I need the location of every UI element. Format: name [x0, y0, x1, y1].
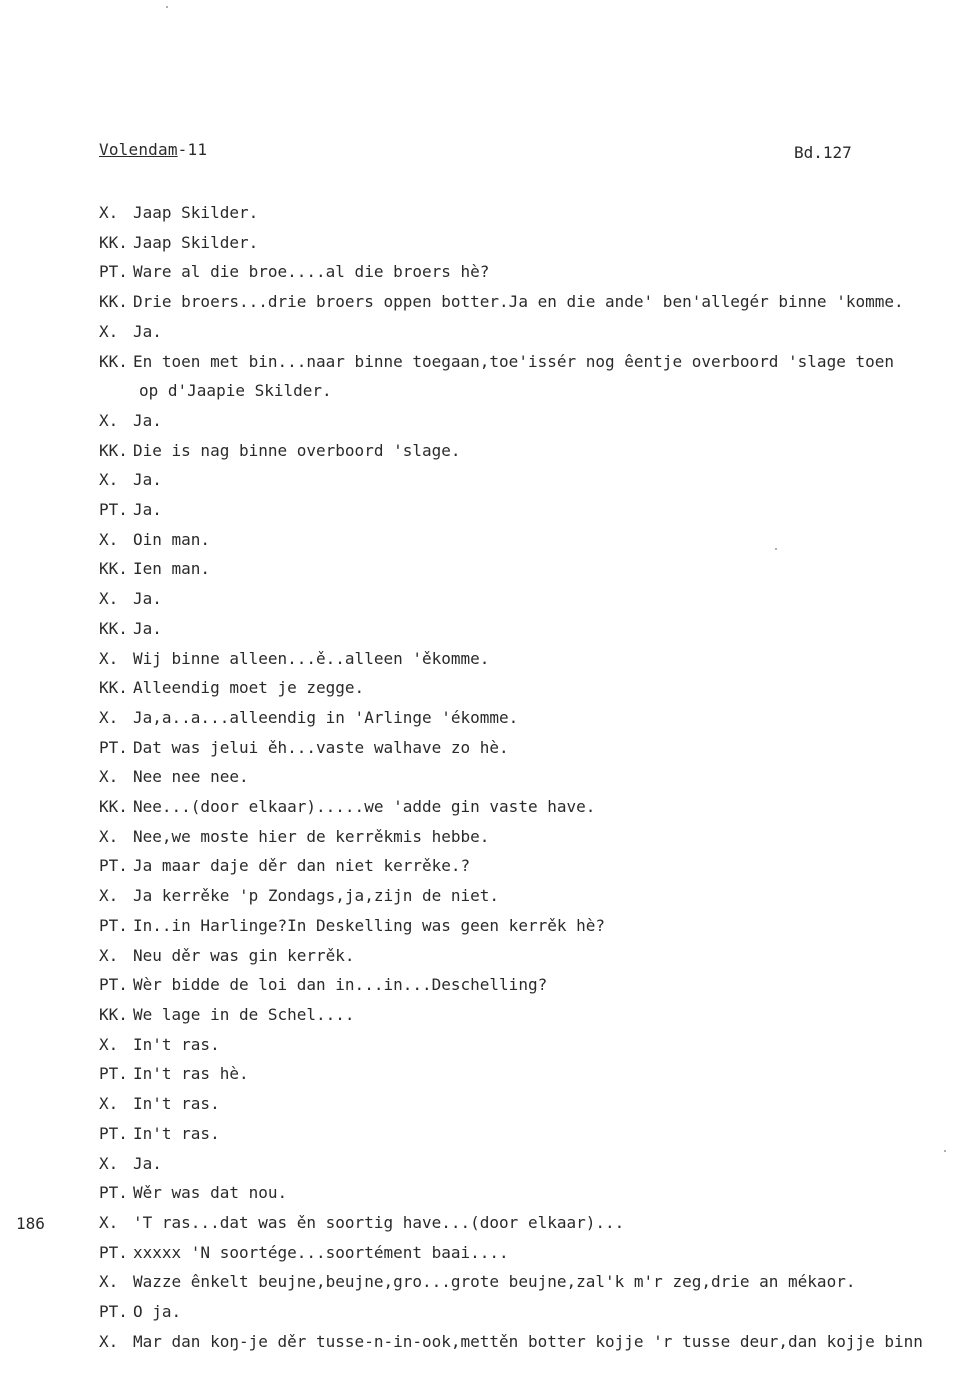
speaker-label: X. — [99, 1331, 119, 1351]
speaker-label: KK. — [99, 351, 128, 371]
transcript-line — [99, 287, 949, 317]
transcript-line — [99, 1119, 949, 1149]
utterance-text: Oin man. — [133, 529, 211, 549]
speaker-label: X. — [99, 648, 119, 668]
transcript-line — [99, 970, 949, 1000]
speaker-label: X. — [99, 1034, 119, 1054]
speaker-label: X. — [99, 1272, 119, 1292]
utterance-text: Ja. — [133, 410, 162, 430]
transcript-line — [99, 317, 949, 347]
utterance-text: Wazze ênkelt beujne,beujne,gro...grote beujne,zal'k m'r zeg,drie an mékaor. — [133, 1272, 856, 1292]
speaker-label: X. — [99, 589, 119, 609]
transcript-line — [99, 495, 949, 525]
utterance-text: En toen met bin...naar binne toegaan,toe'issér nog êentje overboord 'slage toen — [133, 351, 894, 371]
transcript-line — [99, 1149, 949, 1179]
utterance-text: Wèr bidde de loi dan in...in...Deschelling? — [133, 975, 548, 995]
utterance-text: Ja. — [133, 618, 162, 638]
transcript-line — [99, 762, 949, 792]
utterance-text: Ja. — [133, 589, 162, 609]
utterance-text: Mar dan koŋ-je děr tusse-n-in-ook,mettěn botter kojje 'r tusse deur,dan kojje binn — [133, 1331, 923, 1351]
speck — [166, 6, 168, 8]
speaker-label: KK. — [99, 1004, 128, 1024]
transcript-line — [99, 703, 949, 733]
speaker-label: PT. — [99, 1123, 128, 1143]
utterance-text: 'T ras...dat was ěn soortig have...(door elkaar)... — [133, 1212, 625, 1232]
speaker-label: PT. — [99, 1183, 128, 1203]
utterance-text: Neu děr was gin kerrěk. — [133, 945, 355, 965]
title-suffix: -11 — [177, 140, 208, 159]
transcript-line — [99, 584, 949, 614]
speaker-label: X. — [99, 1212, 119, 1232]
transcript-line — [99, 822, 949, 852]
speaker-label: PT. — [99, 856, 128, 876]
transcript-line — [99, 1000, 949, 1030]
speaker-label: X. — [99, 1094, 119, 1114]
transcript-line — [99, 257, 949, 287]
transcript-line — [99, 614, 949, 644]
utterance-text: Ja. — [133, 470, 162, 490]
transcript-line — [99, 406, 949, 436]
transcript-line — [99, 673, 949, 703]
speaker-label: PT. — [99, 975, 128, 995]
utterance-text: Ja. — [133, 500, 162, 520]
transcript-line — [99, 198, 949, 228]
transcript-line — [99, 1327, 949, 1357]
speaker-label: X. — [99, 767, 119, 787]
utterance-text: Ien man. — [133, 559, 211, 579]
transcript-line — [99, 347, 949, 377]
speaker-label: PT. — [99, 737, 128, 757]
utterance-text: Ja maar daje děr dan niet kerrěke.? — [133, 856, 471, 876]
utterance-text: In't ras. — [133, 1034, 220, 1054]
transcript-line — [99, 1208, 949, 1238]
utterance-text: In't ras. — [133, 1094, 220, 1114]
speck — [944, 1150, 946, 1152]
utterance-text: In..in Harlinge?In Deskelling was geen kerrěk hè? — [133, 915, 606, 935]
utterance-text: We lage in de Schel.... — [133, 1004, 355, 1024]
margin-number: 186 — [16, 1214, 45, 1233]
utterance-text: op d'Jaapie Skilder. — [139, 381, 332, 401]
document-title — [99, 140, 207, 159]
utterance-text: Wij binne alleen...ě..alleen 'ěkomme. — [133, 648, 490, 668]
transcript-line — [99, 941, 949, 971]
transcript-line — [99, 792, 949, 822]
utterance-text: xxxxx 'N soortége...soortément baai.... — [133, 1242, 509, 1262]
transcript-line — [99, 228, 949, 258]
utterance-text: Jaap Skilder. — [133, 232, 259, 252]
page-reference: Bd.127 — [794, 143, 852, 162]
utterance-text: Ja kerrěke 'p Zondags,ja,zijn de niet. — [133, 886, 500, 906]
utterance-text: Ja. — [133, 1153, 162, 1173]
utterance-text: Jaap Skilder. — [133, 203, 259, 222]
utterance-text: Alleendig moet je zegge. — [133, 678, 365, 698]
speck — [775, 548, 777, 550]
speaker-label: KK. — [99, 232, 128, 252]
transcript-line — [99, 1059, 949, 1089]
speaker-label: X. — [99, 529, 119, 549]
transcript-continuation — [99, 376, 949, 406]
transcript-line — [99, 525, 949, 555]
speaker-label: KK. — [99, 797, 128, 817]
transcript-line — [99, 1178, 949, 1208]
speaker-label: KK. — [99, 559, 128, 579]
transcript-line — [99, 1267, 949, 1297]
speaker-label: X. — [99, 886, 119, 906]
transcript-line — [99, 1238, 949, 1268]
utterance-text: Nee...(door elkaar).....we 'adde gin vaste have. — [133, 797, 596, 817]
speaker-label: X. — [99, 945, 119, 965]
transcript-line — [99, 1297, 949, 1327]
transcript-line — [99, 644, 949, 674]
transcript-line — [99, 436, 949, 466]
utterance-text: Ware al die broe....al die broers hè? — [133, 262, 490, 282]
transcript — [99, 198, 949, 1356]
utterance-text: Nee nee nee. — [133, 767, 249, 787]
speaker-label: X. — [99, 470, 119, 490]
transcript-line — [99, 733, 949, 763]
speaker-label: PT. — [99, 1242, 128, 1262]
utterance-text: Dat was jelui ěh...vaste walhave zo hè. — [133, 737, 509, 757]
utterance-text: In't ras hè. — [133, 1064, 249, 1084]
title-underlined: Volendam — [99, 140, 178, 159]
transcript-line — [99, 911, 949, 941]
speaker-label: PT. — [99, 1064, 128, 1084]
speaker-label: PT. — [99, 915, 128, 935]
transcript-line — [99, 881, 949, 911]
speaker-label: X. — [99, 410, 119, 430]
transcript-line — [99, 1030, 949, 1060]
speaker-label: X. — [99, 203, 119, 222]
speaker-label: KK. — [99, 618, 128, 638]
speaker-label: KK. — [99, 678, 128, 698]
utterance-text: Ja,a..a...alleendig in 'Arlinge 'ékomme. — [133, 707, 519, 727]
utterance-text: Nee,we moste hier de kerrěkmis hebbe. — [133, 826, 490, 846]
speaker-label: X. — [99, 826, 119, 846]
transcript-line — [99, 465, 949, 495]
speaker-label: PT. — [99, 1302, 128, 1322]
speaker-label: X. — [99, 707, 119, 727]
speaker-label: X. — [99, 321, 119, 341]
transcript-line — [99, 554, 949, 584]
utterance-text: O ja. — [133, 1302, 182, 1322]
speaker-label: KK. — [99, 292, 128, 312]
speaker-label: KK. — [99, 440, 128, 460]
utterance-text: Ja. — [133, 321, 162, 341]
utterance-text: Wěr was dat nou. — [133, 1183, 288, 1203]
speaker-label: PT. — [99, 500, 128, 520]
speaker-label: X. — [99, 1153, 119, 1173]
utterance-text: Die is nag binne overboord 'slage. — [133, 440, 461, 460]
transcript-line — [99, 851, 949, 881]
transcript-line — [99, 1089, 949, 1119]
speaker-label: PT. — [99, 262, 128, 282]
utterance-text: In't ras. — [133, 1123, 220, 1143]
utterance-text: Drie broers...drie broers oppen botter.Ja en die ande' ben'allegér binne 'komme. — [133, 292, 904, 312]
